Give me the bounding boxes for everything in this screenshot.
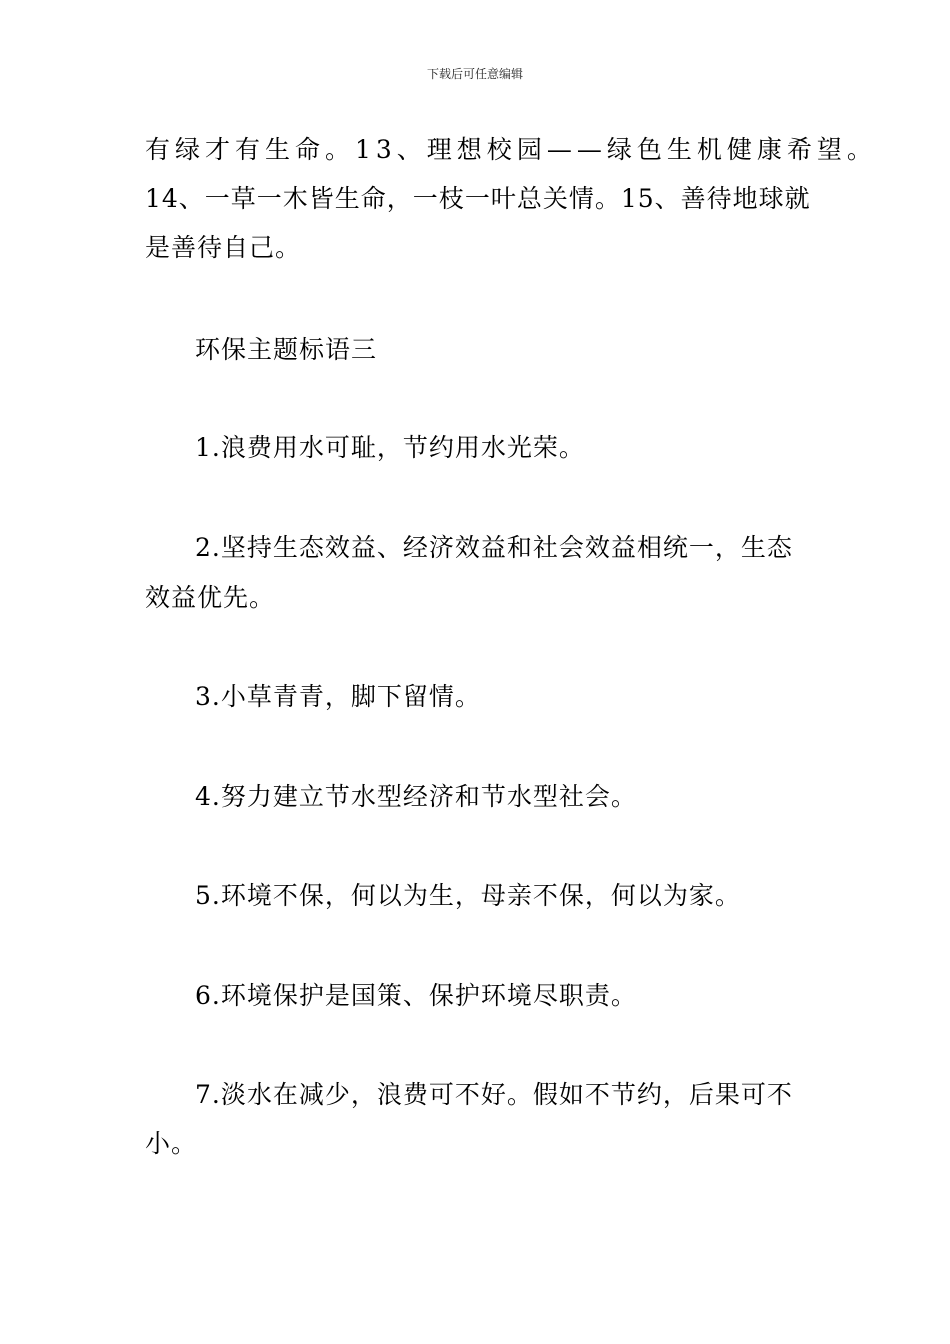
list-item-7-continuation: 小。 xyxy=(145,1129,198,1158)
list-item-6: 6.环境保护是国策、保护环境尽职责。 xyxy=(195,981,637,1010)
list-item-3: 3.小草青青，脚下留情。 xyxy=(195,682,481,711)
list-item-5: 5.环境不保，何以为生，母亲不保，何以为家。 xyxy=(195,881,741,910)
intro-line-3: 是善待自己。 xyxy=(145,233,302,262)
intro-line-2: 14、一草一木皆生命，一枝一叶总关情。15、善待地球就 xyxy=(145,184,811,213)
intro-line-1: 有绿才有生命。13、理想校园——绿色生机健康希望。 xyxy=(145,135,877,164)
list-item-1: 1.浪费用水可耻，节约用水光荣。 xyxy=(195,433,585,462)
list-item-4: 4.努力建立节水型经济和节水型社会。 xyxy=(195,782,637,811)
header-note: 下载后可任意编辑 xyxy=(426,67,523,81)
list-item-2-continuation: 效益优先。 xyxy=(145,583,276,612)
list-item-7: 7.淡水在减少，浪费可不好。假如不节约，后果可不 xyxy=(195,1080,793,1109)
section-title: 环保主题标语三 xyxy=(195,335,378,364)
list-item-2: 2.坚持生态效益、经济效益和社会效益相统一，生态 xyxy=(195,533,793,562)
